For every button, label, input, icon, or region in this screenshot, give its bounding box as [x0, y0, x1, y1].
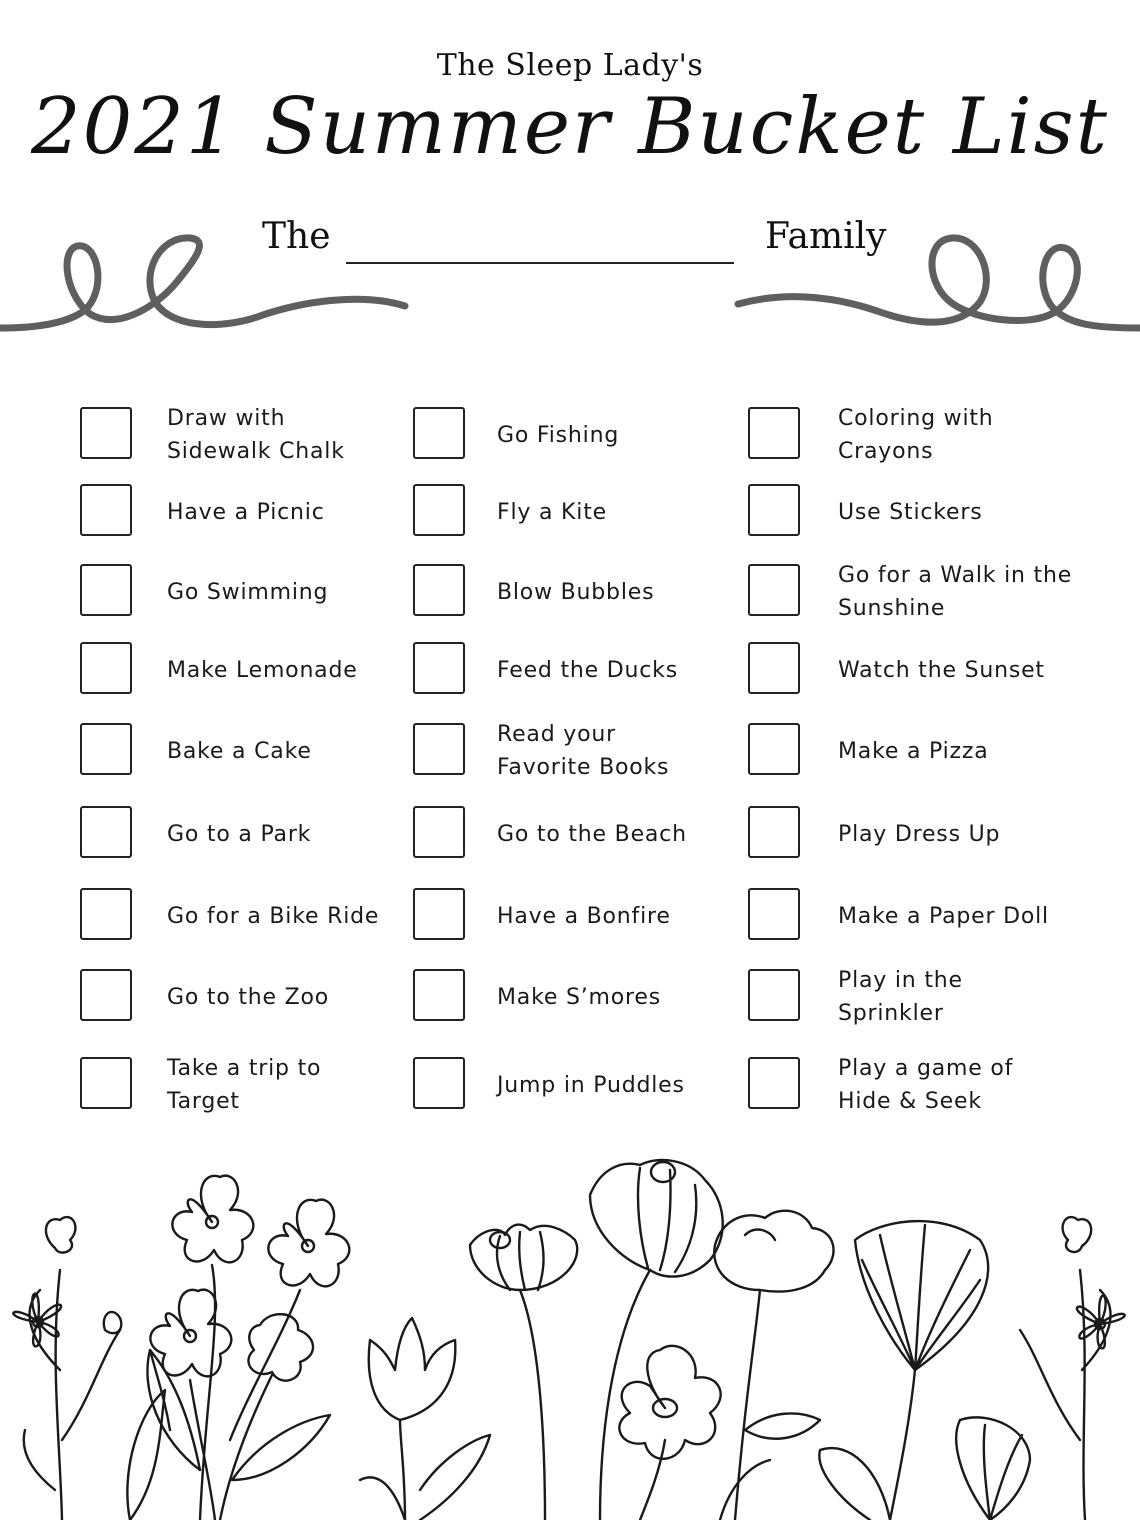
checklist-item[interactable]: [748, 962, 1098, 1032]
checklist-item-label: Read your Favorite Books: [497, 722, 670, 780]
checklist-item-label: Go for a Bike Ride: [167, 903, 380, 929]
checklist-item[interactable]: [748, 557, 1098, 627]
checklist-item[interactable]: [413, 881, 727, 951]
checkbox[interactable]: [80, 723, 132, 775]
checkbox[interactable]: [748, 888, 800, 940]
checklist-item[interactable]: [413, 557, 727, 627]
checklist-item[interactable]: [748, 400, 1098, 470]
checkbox[interactable]: [748, 723, 800, 775]
checkbox[interactable]: [413, 723, 465, 775]
family-suffix: Family: [765, 216, 887, 257]
checklist-item[interactable]: [80, 962, 397, 1032]
checklist-item-label: Go to the Zoo: [167, 984, 330, 1010]
checkbox[interactable]: [748, 969, 800, 1021]
checkbox[interactable]: [80, 642, 132, 694]
checklist-item-label: Go to a Park: [167, 821, 312, 847]
family-prefix: The: [262, 216, 331, 257]
checklist-item-label: Play a game of Hide & Seek: [838, 1056, 1014, 1114]
checklist-item-label: Bake a Cake: [167, 738, 312, 764]
checklist-item[interactable]: [413, 962, 727, 1032]
checkbox[interactable]: [80, 888, 132, 940]
checkbox[interactable]: [748, 407, 800, 459]
page-title: 2021 Summer Bucket List: [30, 82, 1110, 172]
swirl-left-icon: [0, 232, 420, 342]
checklist-item[interactable]: [748, 477, 1098, 547]
checklist-item[interactable]: [80, 881, 397, 951]
checklist-item-label: Take a trip to Target: [167, 1056, 322, 1114]
checkbox[interactable]: [80, 969, 132, 1021]
checklist-item-label: Make a Pizza: [838, 738, 989, 764]
checklist-item[interactable]: [748, 799, 1098, 869]
checkbox[interactable]: [413, 642, 465, 694]
checklist-item[interactable]: [80, 1050, 397, 1120]
flower-illustration-icon: [0, 1140, 1140, 1520]
checklist-item-label: Make Lemonade: [167, 657, 358, 683]
checklist-item-label: Play Dress Up: [838, 821, 1001, 847]
checklist-item[interactable]: [80, 557, 397, 627]
checklist-item[interactable]: [413, 716, 727, 786]
checkbox[interactable]: [413, 1057, 465, 1109]
checkbox[interactable]: [413, 969, 465, 1021]
checklist-item[interactable]: [413, 1050, 727, 1120]
checkbox[interactable]: [748, 642, 800, 694]
checklist-item-label: Make a Paper Doll: [838, 903, 1049, 929]
checklist-item-label: Go Fishing: [497, 422, 620, 448]
checkbox[interactable]: [748, 1057, 800, 1109]
checklist-item-label: Go for a Walk in the Sunshine: [838, 563, 1073, 621]
checkbox[interactable]: [80, 1057, 132, 1109]
checklist-item[interactable]: [80, 799, 397, 869]
checkbox[interactable]: [80, 407, 132, 459]
checklist-item-label: Blow Bubbles: [497, 579, 655, 605]
checklist-item[interactable]: [748, 635, 1098, 705]
checklist-item-label: Jump in Puddles: [497, 1072, 685, 1098]
checklist-item[interactable]: [80, 716, 397, 786]
checklist-item-label: Watch the Sunset: [838, 657, 1045, 683]
checklist-item[interactable]: [748, 881, 1098, 951]
checkbox[interactable]: [748, 564, 800, 616]
checklist-item-label: Go to the Beach: [497, 821, 687, 847]
checklist-item[interactable]: [413, 400, 727, 470]
checkbox[interactable]: [413, 888, 465, 940]
checklist-item[interactable]: [80, 635, 397, 705]
checklist-item[interactable]: [748, 716, 1098, 786]
checklist-item[interactable]: [413, 635, 727, 705]
checkbox[interactable]: [413, 407, 465, 459]
checklist-item-label: Use Stickers: [838, 499, 983, 525]
checklist-item[interactable]: [80, 477, 397, 547]
swirl-right-icon: [730, 232, 1140, 342]
checklist-item-label: Coloring with Crayons: [838, 406, 994, 464]
bucket-list: [0, 400, 1140, 1130]
checklist-item-label: Feed the Ducks: [497, 657, 678, 683]
checkbox[interactable]: [80, 806, 132, 858]
checkbox[interactable]: [748, 484, 800, 536]
checklist-item-label: Fly a Kite: [497, 499, 607, 525]
checklist-item[interactable]: [413, 477, 727, 547]
checklist-item[interactable]: [80, 400, 397, 470]
checklist-item-label: Have a Picnic: [167, 499, 325, 525]
checkbox[interactable]: [80, 484, 132, 536]
checklist-item-label: Draw with Sidewalk Chalk: [167, 406, 345, 464]
checkbox[interactable]: [413, 806, 465, 858]
brand-name: The Sleep Lady's: [436, 48, 704, 83]
checkbox[interactable]: [80, 564, 132, 616]
checklist-item-label: Play in the Sprinkler: [838, 968, 963, 1026]
checklist-item[interactable]: [748, 1050, 1098, 1120]
checklist-item-label: Have a Bonfire: [497, 903, 671, 929]
checklist-item-label: Make S’mores: [497, 984, 661, 1010]
checklist-item[interactable]: [413, 799, 727, 869]
checkbox[interactable]: [413, 564, 465, 616]
checkbox[interactable]: [748, 806, 800, 858]
checkbox[interactable]: [413, 484, 465, 536]
checklist-item-label: Go Swimming: [167, 579, 329, 605]
